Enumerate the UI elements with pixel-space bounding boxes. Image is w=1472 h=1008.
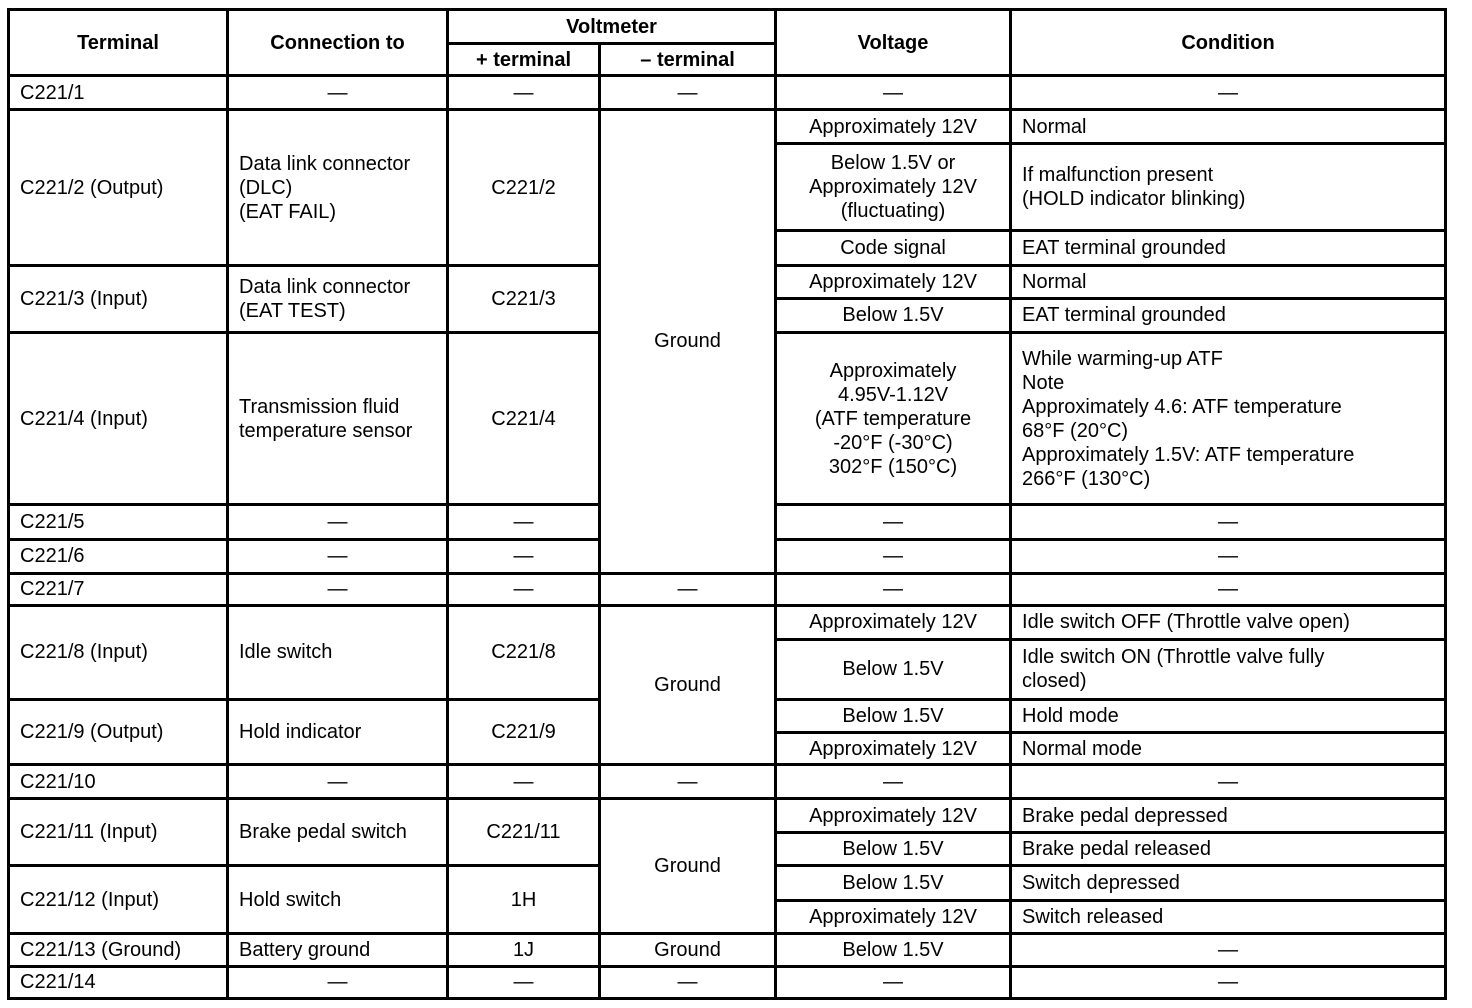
table-row [9,933,1446,966]
table-row [9,966,1446,998]
terminal-cell: C221/6 [9,539,228,573]
condition-cell: Switch released [1011,900,1446,933]
dash-cell: — [1011,765,1446,799]
minus-terminal-cell: Ground [600,799,776,933]
dash-cell: — [228,573,448,605]
dash-cell: — [776,505,1011,539]
condition-cell: Idle switch ON (Throttle valve fully closed) [1011,639,1446,699]
table-row [9,76,1446,110]
terminal-cell: C221/4 (Input) [9,332,228,505]
dash-cell: — [228,966,448,998]
voltage-cell: Below 1.5V [776,933,1011,966]
dash-cell: — [448,765,600,799]
voltage-cell: Approximately 4.95V-1.12V (ATF temperature -20°F (-30°C) 302°F (150°C) [776,332,1011,505]
voltage-cell: Approximately 12V [776,733,1011,765]
voltage-cell: Below 1.5V [776,639,1011,699]
dash-cell: — [448,573,600,605]
voltage-cell: Code signal [776,230,1011,265]
plus-terminal-cell: C221/4 [448,332,600,505]
header-connection: Connection to [228,10,448,76]
dash-cell: — [228,539,448,573]
terminal-voltage-table [7,8,1447,1000]
condition-cell: If malfunction present (HOLD indicator blinking) [1011,144,1446,230]
terminal-cell: C221/9 (Output) [9,699,228,764]
dash-cell: — [1011,966,1446,998]
dash-cell: — [600,76,776,110]
condition-cell: Brake pedal depressed [1011,799,1446,833]
voltage-cell: Approximately 12V [776,110,1011,144]
connection-cell: Data link connector (EAT TEST) [228,265,448,332]
connection-cell: Data link connector (DLC) (EAT FAIL) [228,110,448,265]
voltage-cell: Approximately 12V [776,799,1011,833]
voltage-cell: Below 1.5V [776,833,1011,866]
header-minus-terminal: – terminal [600,44,776,76]
condition-cell: Switch depressed [1011,866,1446,900]
voltage-cell: Below 1.5V [776,866,1011,900]
terminal-cell: C221/12 (Input) [9,866,228,933]
dash-cell: — [228,765,448,799]
voltage-cell: Approximately 12V [776,605,1011,639]
dash-cell: — [228,76,448,110]
dash-cell: — [600,765,776,799]
table-row [9,765,1446,799]
terminal-cell: C221/1 [9,76,228,110]
terminal-cell: C221/11 (Input) [9,799,228,866]
dash-cell: — [448,966,600,998]
connection-cell: Brake pedal switch [228,799,448,866]
plus-terminal-cell: C221/3 [448,265,600,332]
terminal-cell: C221/10 [9,765,228,799]
condition-cell: EAT terminal grounded [1011,230,1446,265]
plus-terminal-cell: C221/11 [448,799,600,866]
dash-cell: — [1011,573,1446,605]
plus-terminal-cell: 1H [448,866,600,933]
dash-cell: — [1011,505,1446,539]
condition-cell: Normal mode [1011,733,1446,765]
dash-cell: — [776,573,1011,605]
minus-terminal-cell: Ground [600,933,776,966]
terminal-cell: C221/14 [9,966,228,998]
dash-cell: — [448,505,600,539]
voltage-cell: Below 1.5V [776,699,1011,732]
condition-cell: Idle switch OFF (Throttle valve open) [1011,605,1446,639]
dash-cell: — [776,966,1011,998]
plus-terminal-cell: C221/2 [448,110,600,265]
dash-cell: — [448,76,600,110]
connection-cell: Hold switch [228,866,448,933]
header-voltage: Voltage [776,10,1011,76]
voltage-cell: Below 1.5V [776,298,1011,332]
condition-cell: Normal [1011,110,1446,144]
terminal-cell: C221/8 (Input) [9,605,228,699]
terminal-cell: C221/3 (Input) [9,265,228,332]
voltage-cell: Below 1.5V or Approximately 12V (fluctuating) [776,144,1011,230]
dash-cell: — [1011,76,1446,110]
minus-terminal-cell: Ground [600,605,776,764]
header-condition: Condition [1011,10,1446,76]
terminal-cell: C221/5 [9,505,228,539]
terminal-cell: C221/13 (Ground) [9,933,228,966]
minus-terminal-cell: Ground [600,110,776,573]
table-row [9,605,1446,639]
dash-cell: — [228,505,448,539]
table-row [9,573,1446,605]
voltage-cell: Approximately 12V [776,265,1011,298]
voltage-cell: Approximately 12V [776,900,1011,933]
plus-terminal-cell: C221/9 [448,699,600,764]
dash-cell: — [1011,539,1446,573]
header-terminal: Terminal [9,10,228,76]
table-row [9,799,1446,833]
terminal-cell: C221/7 [9,573,228,605]
table-row [9,110,1446,144]
connection-cell: Hold indicator [228,699,448,764]
connection-cell: Transmission fluid temperature sensor [228,332,448,505]
header-voltmeter: Voltmeter [448,10,776,44]
connection-cell: Idle switch [228,605,448,699]
condition-cell: Hold mode [1011,699,1446,732]
dash-cell: — [776,76,1011,110]
dash-cell: — [1011,933,1446,966]
connection-cell: Battery ground [228,933,448,966]
header-plus-terminal: + terminal [448,44,600,76]
dash-cell: — [776,539,1011,573]
condition-cell: Brake pedal released [1011,833,1446,866]
condition-cell: Normal [1011,265,1446,298]
dash-cell: — [600,966,776,998]
dash-cell: — [448,539,600,573]
terminal-cell: C221/2 (Output) [9,110,228,265]
plus-terminal-cell: C221/8 [448,605,600,699]
dash-cell: — [776,765,1011,799]
condition-cell: While warming-up ATF Note Approximately 4.6: ATF temperature 68°F (20°C) Approximately 1.5V: ATF temperature 266°F (130°C) [1011,332,1446,505]
dash-cell: — [600,573,776,605]
plus-terminal-cell: 1J [448,933,600,966]
condition-cell: EAT terminal grounded [1011,298,1446,332]
